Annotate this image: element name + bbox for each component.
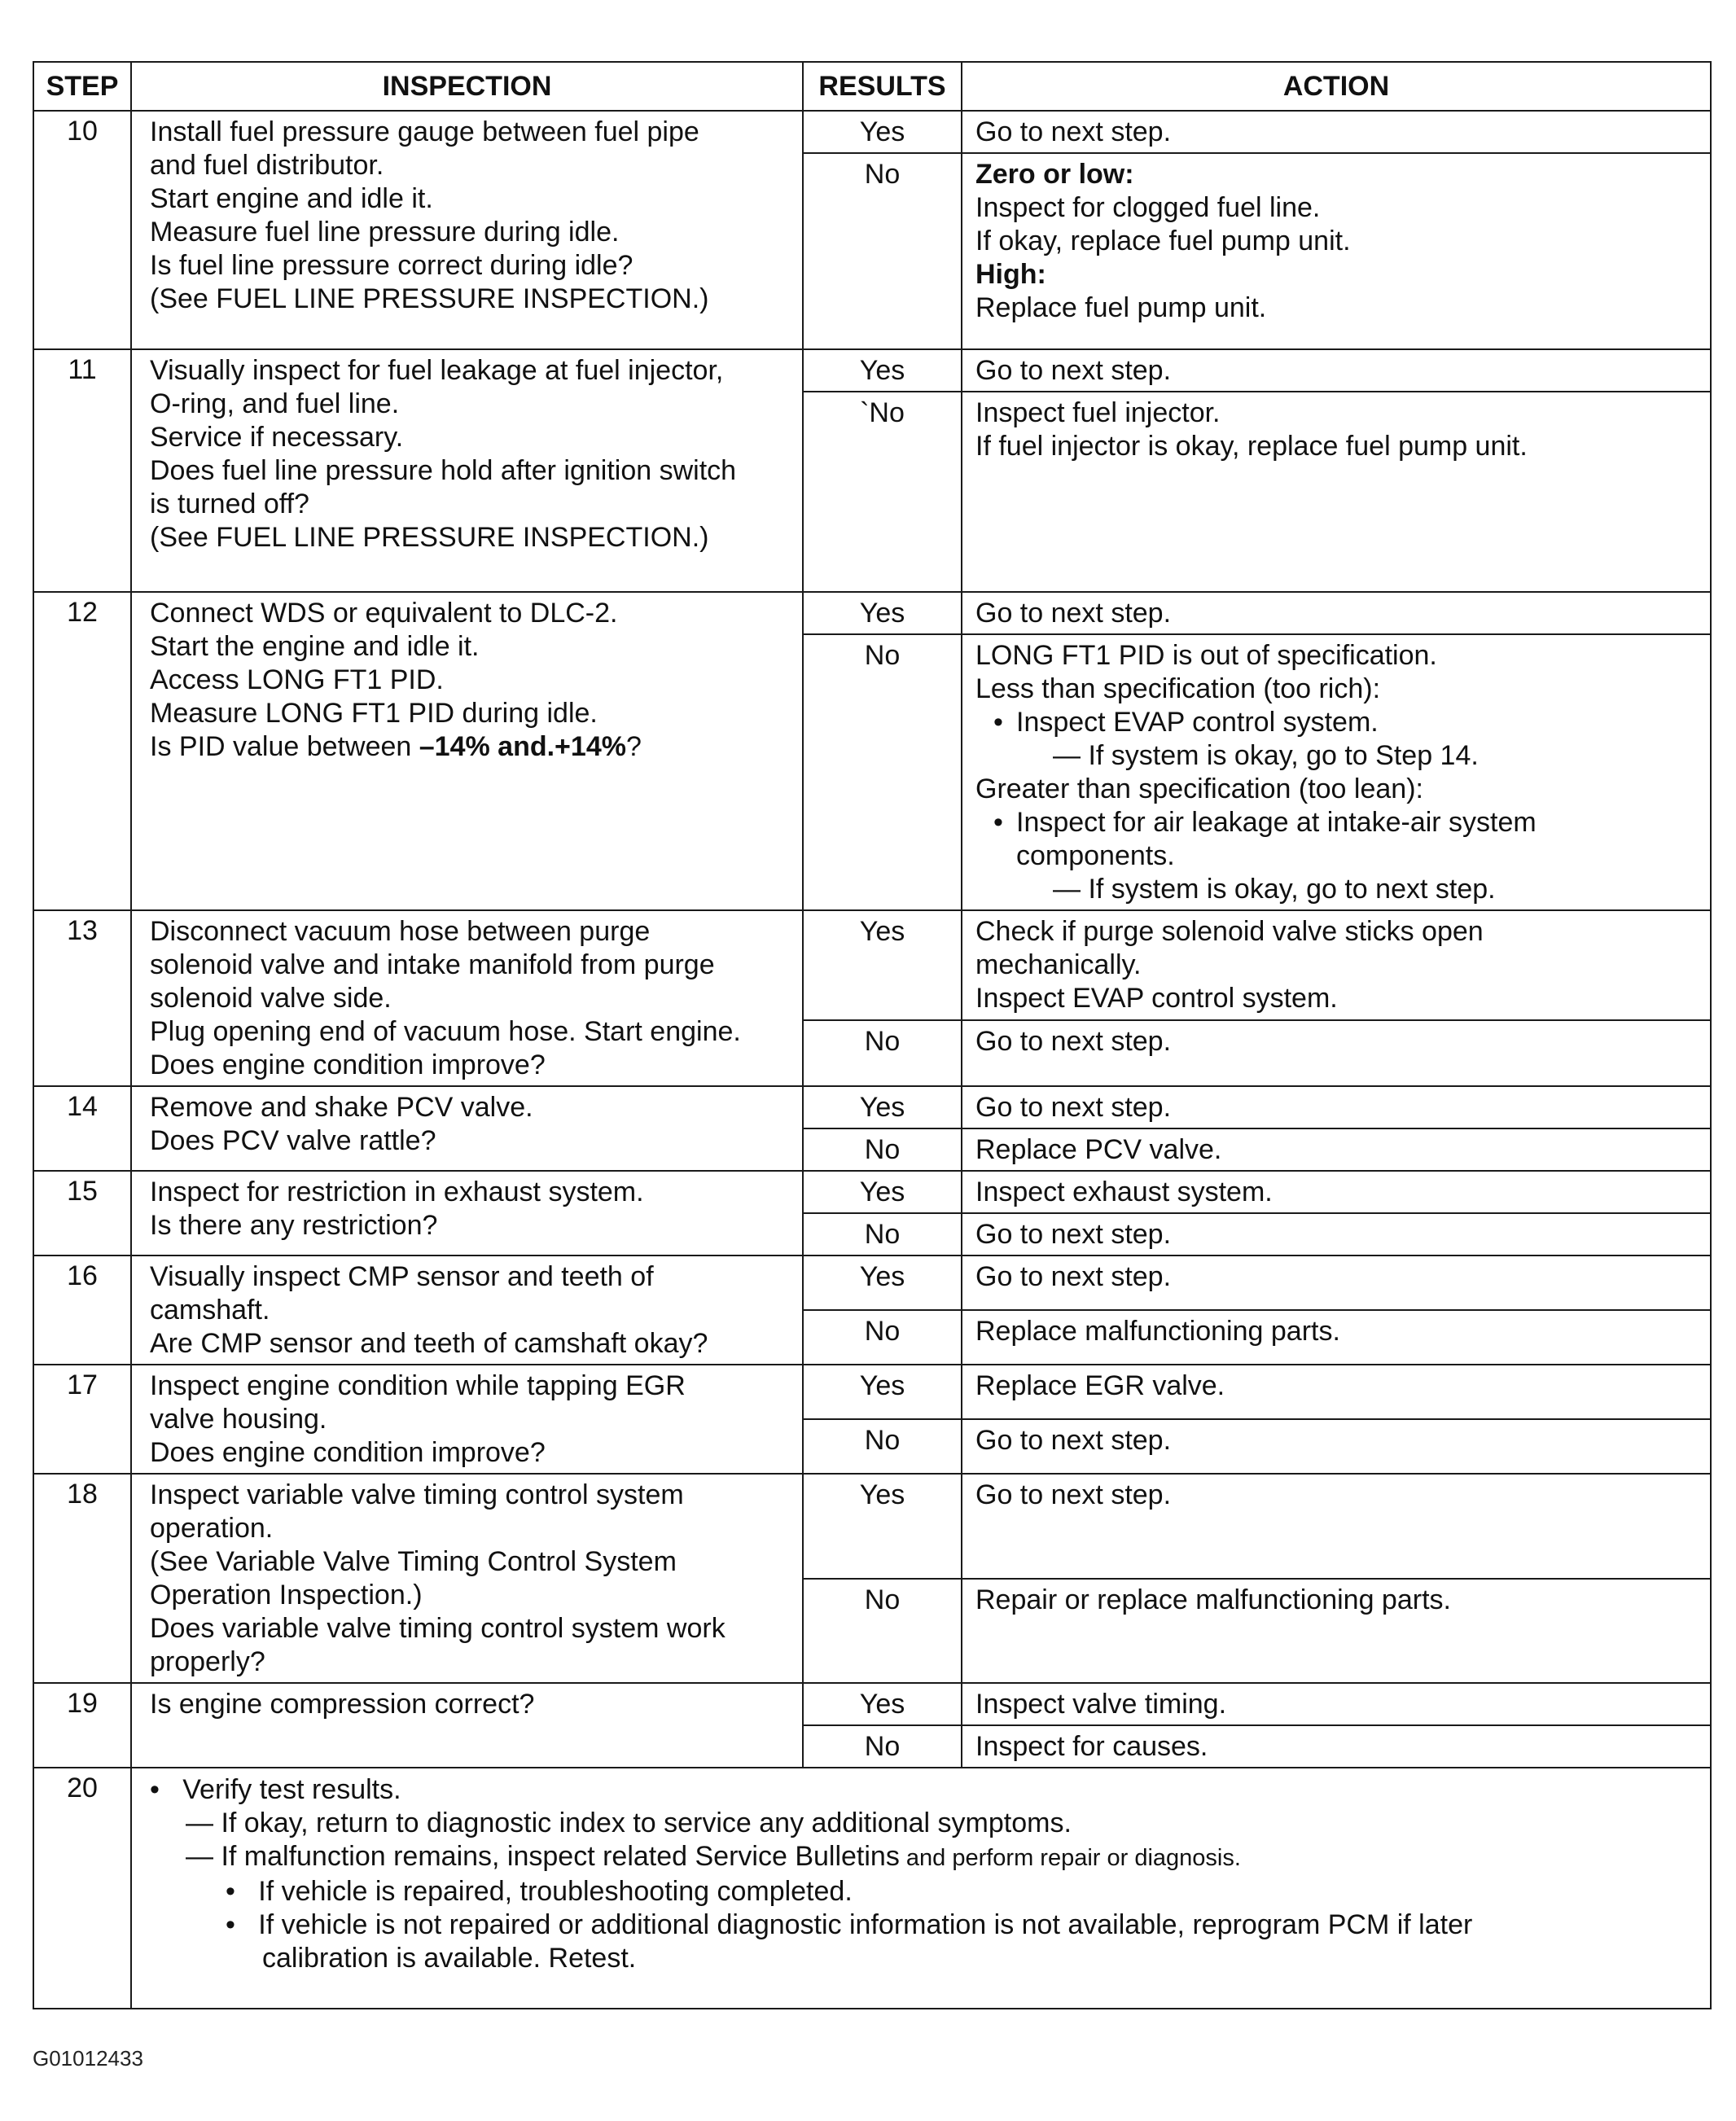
action-line: Greater than specification (too lean): bbox=[975, 773, 1423, 804]
action-heading: Zero or low: bbox=[975, 159, 1134, 190]
table-row-step-15 bbox=[33, 1171, 1711, 1213]
table-row-step-13 bbox=[33, 910, 1711, 1020]
action-line: Inspect for clogged fuel line. bbox=[975, 192, 1321, 223]
pid-suffix: ? bbox=[625, 731, 642, 762]
inspection-line: Is engine compression correct? bbox=[150, 1689, 535, 1720]
action-yes: Go to next step. bbox=[962, 1474, 1711, 1579]
inspection-line: (See FUEL LINE PRESSURE INSPECTION.) bbox=[150, 522, 709, 553]
step20-bullet bbox=[132, 1773, 1700, 1807]
step20-repaired: If vehicle is repaired, troubleshooting completed. bbox=[258, 1876, 853, 1907]
action-line: Inspect fuel injector. bbox=[975, 397, 1221, 428]
inspection-line: Inspect variable valve timing control system bbox=[150, 1479, 684, 1510]
inspection-line: Does variable valve timing control system work bbox=[150, 1613, 726, 1644]
result-no: No bbox=[803, 1213, 962, 1256]
bullet-glyph: • bbox=[226, 1909, 259, 1940]
step20-not-repaired: If vehicle is not repaired or additional diagnostic information is not available, reprogram PCM if later bbox=[258, 1909, 1473, 1940]
result-no: No bbox=[803, 1128, 962, 1171]
result-yes: Yes bbox=[803, 1086, 962, 1128]
action-yes: Replace EGR valve. bbox=[962, 1365, 1711, 1419]
result-yes: Yes bbox=[803, 592, 962, 634]
inspection-cell bbox=[131, 1365, 803, 1474]
table-row-step-10 bbox=[33, 111, 1711, 153]
table-row-step-16 bbox=[33, 1256, 1711, 1310]
step20-sub-bullet bbox=[132, 1875, 1700, 1908]
result-yes: Yes bbox=[803, 349, 962, 392]
table-row-step-11 bbox=[33, 349, 1711, 392]
inspection-line: Operation Inspection.) bbox=[150, 1580, 423, 1610]
action-bullet: • Inspect for air leakage at intake-air system bbox=[975, 806, 1700, 839]
inspection-cell bbox=[131, 1086, 803, 1171]
action-no: Go to next step. bbox=[962, 1213, 1711, 1256]
action-line: Less than specification (too rich): bbox=[975, 673, 1381, 704]
inspection-line: and fuel distributor. bbox=[150, 150, 384, 181]
inspection-line: (See Variable Valve Timing Control System bbox=[150, 1546, 677, 1577]
step-number: 20 bbox=[33, 1768, 131, 2009]
action-line: If fuel injector is okay, replace fuel pump unit. bbox=[975, 431, 1528, 462]
action-no bbox=[962, 153, 1711, 349]
step-number: 11 bbox=[33, 349, 131, 592]
inspection-line: Measure fuel line pressure during idle. bbox=[150, 217, 620, 248]
result-yes: Yes bbox=[803, 1683, 962, 1725]
inspection-cell bbox=[131, 349, 803, 592]
action-line: mechanically. bbox=[975, 949, 1142, 980]
table-row-step-12 bbox=[33, 592, 1711, 634]
action-line: If okay, replace fuel pump unit. bbox=[975, 226, 1351, 256]
result-no: No bbox=[803, 1419, 962, 1474]
inspection-line: Inspect engine condition while tapping EGR bbox=[150, 1370, 686, 1401]
action-yes: Go to next step. bbox=[962, 592, 1711, 634]
inspection-line: solenoid valve and intake manifold from purge bbox=[150, 949, 715, 980]
bullet-glyph: • bbox=[226, 1876, 259, 1907]
action-yes bbox=[962, 910, 1711, 1020]
inspection-line: O-ring, and fuel line. bbox=[150, 388, 400, 419]
inspection-line: operation. bbox=[150, 1513, 274, 1544]
inspection-line: (See FUEL LINE PRESSURE INSPECTION.) bbox=[150, 283, 709, 314]
action-subitem: — If system is okay, go to Step 14. bbox=[1053, 740, 1479, 771]
inspection-line: properly? bbox=[150, 1646, 265, 1677]
action-no bbox=[962, 634, 1711, 910]
action-line: Replace fuel pump unit. bbox=[975, 292, 1267, 323]
action-no bbox=[962, 392, 1711, 592]
inspection-line: Does engine condition improve? bbox=[150, 1050, 546, 1080]
result-no: No bbox=[803, 1310, 962, 1365]
action-bullet: • Inspect EVAP control system. bbox=[975, 706, 1700, 739]
action-no: Go to next step. bbox=[962, 1419, 1711, 1474]
inspection-line: Start engine and idle it. bbox=[150, 183, 433, 214]
action-line: Inspect EVAP control system. bbox=[975, 983, 1338, 1014]
inspection-line: Measure LONG FT1 PID during idle. bbox=[150, 698, 598, 729]
inspection-line: Is fuel line pressure correct during idle? bbox=[150, 250, 633, 281]
result-no: No bbox=[803, 153, 962, 349]
step-number: 19 bbox=[33, 1683, 131, 1768]
result-yes: Yes bbox=[803, 1171, 962, 1213]
inspection-cell bbox=[131, 910, 803, 1086]
action-no: Repair or replace malfunctioning parts. bbox=[962, 1579, 1711, 1684]
inspection-line: Visually inspect CMP sensor and teeth of bbox=[150, 1261, 654, 1292]
action-no: Replace PCV valve. bbox=[962, 1128, 1711, 1171]
action-yes: Inspect valve timing. bbox=[962, 1683, 1711, 1725]
action-no: Go to next step. bbox=[962, 1020, 1711, 1086]
table-row-step-17 bbox=[33, 1365, 1711, 1419]
action-yes: Go to next step. bbox=[962, 111, 1711, 153]
result-yes: Yes bbox=[803, 910, 962, 1020]
inspection-line: Inspect for restriction in exhaust system. bbox=[150, 1177, 644, 1207]
inspection-line: Are CMP sensor and teeth of camshaft okay? bbox=[150, 1328, 708, 1359]
inspection-line: Does engine condition improve? bbox=[150, 1437, 546, 1468]
inspection-cell bbox=[131, 1171, 803, 1256]
step-number: 18 bbox=[33, 1474, 131, 1683]
result-yes: Yes bbox=[803, 1256, 962, 1310]
header-row bbox=[33, 62, 1711, 111]
action-yes: Inspect exhaust system. bbox=[962, 1171, 1711, 1213]
inspection-line: Connect WDS or equivalent to DLC-2. bbox=[150, 598, 618, 629]
step20-malfunction-b: and perform repair or diagnosis. bbox=[899, 1845, 1241, 1871]
result-no: No bbox=[803, 1020, 962, 1086]
result-yes: Yes bbox=[803, 1365, 962, 1419]
action-no: Replace malfunctioning parts. bbox=[962, 1310, 1711, 1365]
step20-cell bbox=[131, 1768, 1711, 2009]
action-bullet-cont: components. bbox=[1016, 840, 1175, 871]
result-no: No bbox=[803, 1725, 962, 1768]
inspection-line: Is there any restriction? bbox=[150, 1210, 438, 1241]
inspection-cell bbox=[131, 592, 803, 910]
header-step: STEP bbox=[33, 62, 131, 111]
step-number: 17 bbox=[33, 1365, 131, 1474]
table-row-step-20 bbox=[33, 1768, 1711, 2009]
action-line: LONG FT1 PID is out of specification. bbox=[975, 640, 1437, 671]
figure-code: G01012433 bbox=[33, 2046, 143, 2071]
action-yes: Go to next step. bbox=[962, 349, 1711, 392]
step20-verify: Verify test results. bbox=[182, 1774, 401, 1805]
inspection-line: solenoid valve side. bbox=[150, 983, 392, 1014]
inspection-line-pid bbox=[150, 730, 789, 764]
inspection-line: Does PCV valve rattle? bbox=[150, 1125, 436, 1156]
step-number: 12 bbox=[33, 592, 131, 910]
inspection-line: camshaft. bbox=[150, 1295, 270, 1326]
inspection-line: Plug opening end of vacuum hose. Start engine. bbox=[150, 1016, 741, 1047]
inspection-line: Service if necessary. bbox=[150, 422, 404, 453]
result-no: `No bbox=[803, 392, 962, 592]
inspection-line: valve housing. bbox=[150, 1404, 327, 1435]
action-no: Inspect for causes. bbox=[962, 1725, 1711, 1768]
inspection-line: Disconnect vacuum hose between purge bbox=[150, 916, 651, 947]
step20-malfunction-a: — If malfunction remains, inspect related Service Bulletins bbox=[186, 1841, 900, 1872]
action-line: Check if purge solenoid valve sticks open bbox=[975, 916, 1484, 947]
step-number: 14 bbox=[33, 1086, 131, 1171]
inspection-line: Does fuel line pressure hold after ignition switch bbox=[150, 455, 737, 486]
header-inspection: INSPECTION bbox=[131, 62, 803, 111]
step-number: 16 bbox=[33, 1256, 131, 1365]
step20-sub-bullet bbox=[132, 1908, 1700, 1942]
step20-dash-malfunction bbox=[132, 1840, 1700, 1875]
inspection-cell bbox=[131, 1474, 803, 1683]
action-yes: Go to next step. bbox=[962, 1086, 1711, 1128]
table-row-step-14 bbox=[33, 1086, 1711, 1128]
action-subitem: — If system is okay, go to next step. bbox=[1053, 874, 1496, 905]
result-yes: Yes bbox=[803, 1474, 962, 1579]
inspection-line: Install fuel pressure gauge between fuel pipe bbox=[150, 116, 699, 147]
step20-not-repaired-cont: calibration is available. Retest. bbox=[262, 1943, 637, 1974]
inspection-cell bbox=[131, 1256, 803, 1365]
inspection-line: is turned off? bbox=[150, 489, 309, 519]
table-row-step-19 bbox=[33, 1683, 1711, 1725]
table-row-step-18 bbox=[33, 1474, 1711, 1579]
step20-dash-okay: — If okay, return to diagnostic index to service any additional symptoms. bbox=[186, 1808, 1072, 1838]
inspection-line: Access LONG FT1 PID. bbox=[150, 664, 444, 695]
result-no: No bbox=[803, 1579, 962, 1684]
inspection-cell bbox=[131, 1683, 803, 1768]
result-yes: Yes bbox=[803, 111, 962, 153]
result-no: No bbox=[803, 634, 962, 910]
inspection-cell bbox=[131, 111, 803, 349]
action-yes: Go to next step. bbox=[962, 1256, 1711, 1310]
bullet-glyph: • bbox=[150, 1774, 183, 1805]
header-results: RESULTS bbox=[803, 62, 962, 111]
step-number: 10 bbox=[33, 111, 131, 349]
diagnostic-document bbox=[33, 61, 1710, 2009]
inspection-line: Visually inspect for fuel leakage at fuel injector, bbox=[150, 355, 724, 386]
inspection-line: Start the engine and idle it. bbox=[150, 631, 480, 662]
action-heading: High: bbox=[975, 259, 1046, 290]
step-number: 15 bbox=[33, 1171, 131, 1256]
diagnostic-table bbox=[33, 61, 1712, 2009]
header-action: ACTION bbox=[962, 62, 1711, 111]
step-number: 13 bbox=[33, 910, 131, 1086]
pid-range: –14% and.+14% bbox=[419, 731, 626, 762]
pid-prefix: Is PID value between bbox=[150, 731, 419, 762]
inspection-line: Remove and shake PCV valve. bbox=[150, 1092, 533, 1123]
